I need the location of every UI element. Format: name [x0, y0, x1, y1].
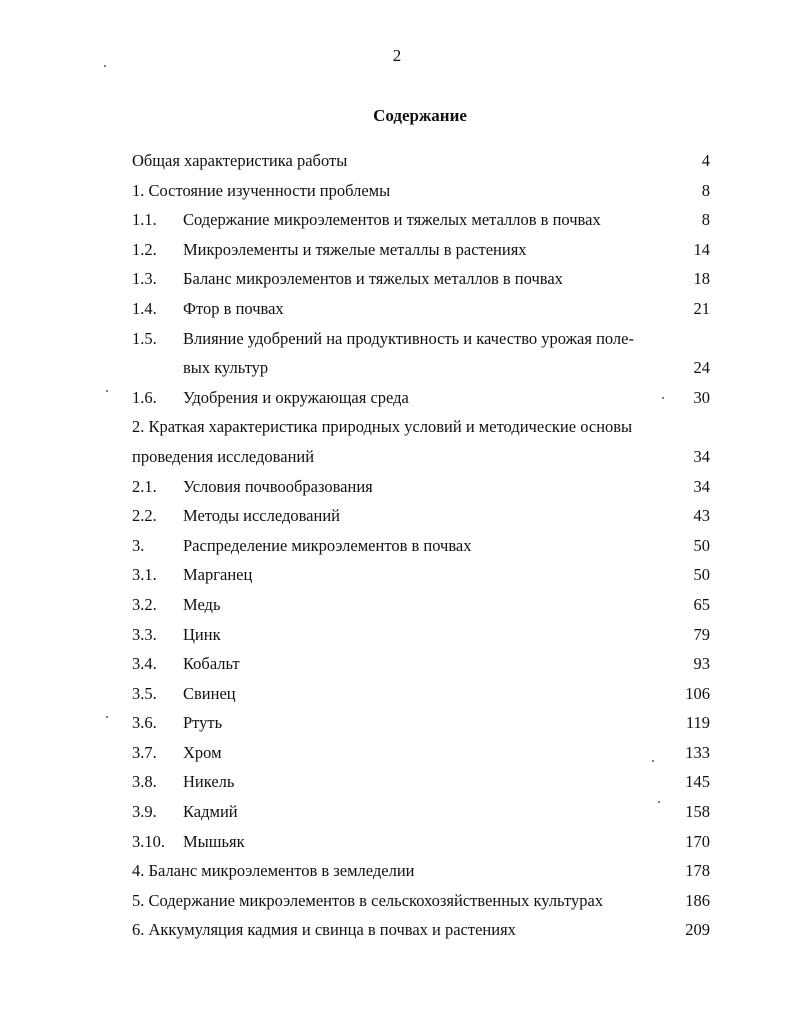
toc-entry-number: 3.1.	[132, 565, 157, 585]
toc-entry-page: 65	[693, 594, 710, 614]
scan-speck	[658, 801, 660, 803]
toc-entry-title: проведения исследований	[132, 446, 315, 466]
scan-speck	[106, 390, 108, 392]
scan-speck	[106, 716, 108, 718]
toc-entry-title: Распределение микроэлементов в почвах	[183, 535, 472, 555]
toc-entry-number: 1.3.	[132, 269, 157, 289]
toc-entry-number: 2.1.	[132, 476, 157, 496]
toc-entry	[132, 146, 710, 176]
toc-entry-number: 1.2.	[132, 239, 157, 259]
toc-entry-title: Баланс микроэлементов и тяжелых металлов в почвах	[183, 269, 563, 289]
toc-entry	[132, 472, 710, 502]
toc-entry	[132, 560, 710, 590]
toc-entry-title: Свинец	[183, 683, 236, 703]
toc-entry-number: 3.8.	[132, 772, 157, 792]
toc-entry-number: 3.5.	[132, 683, 157, 703]
toc-entry-title: Марганец	[183, 565, 253, 585]
toc-entry	[132, 264, 710, 294]
toc-entry-title: Микроэлементы и тяжелые металлы в растениях	[183, 239, 527, 259]
toc-entry-page: 14	[693, 239, 710, 259]
toc-entry	[132, 620, 710, 650]
toc-entry-title: Цинк	[183, 624, 221, 644]
toc-entry-title: 2. Краткая характеристика природных условий и методические основы	[132, 417, 633, 437]
toc-entry-page: 34	[693, 446, 710, 466]
toc-entry-page: 178	[685, 861, 710, 881]
toc-entry-number: 3.4.	[132, 654, 157, 674]
toc-entry	[132, 501, 710, 531]
toc-entry-number: 1.6.	[132, 387, 157, 407]
toc-entry-page: 18	[693, 269, 710, 289]
toc-entry	[132, 886, 710, 916]
toc-entry-title: Удобрения и окружающая среда	[183, 387, 409, 407]
toc-entry	[132, 856, 710, 886]
scan-speck	[652, 760, 654, 762]
toc-entry	[132, 797, 710, 827]
toc-entry-number: 3.7.	[132, 742, 157, 762]
toc-entry	[132, 649, 710, 679]
toc-entry-title: Условия почвообразования	[183, 476, 373, 496]
toc-entry-page: 79	[693, 624, 710, 644]
toc-entry-title: 6. Аккумуляция кадмия и свинца в почвах и растениях	[132, 920, 516, 940]
toc-entry-number: 3.10.	[132, 831, 165, 851]
toc-entry-page: 50	[693, 535, 710, 555]
toc-entry-page: 43	[693, 506, 710, 526]
toc-entry-number: 3.	[132, 535, 145, 555]
toc-entry-page: 186	[685, 890, 710, 910]
toc-entry-number: 1.4.	[132, 298, 157, 318]
toc-entry-page: 133	[685, 742, 710, 762]
toc-entry-title: Влияние удобрений на продуктивность и качество урожая поле-	[183, 328, 634, 348]
toc-entry	[132, 205, 710, 235]
toc-entry	[132, 353, 710, 383]
page-title: Содержание	[373, 106, 467, 125]
toc-entry-title: 5. Содержание микроэлементов в сельскохозяйственных культурах	[132, 890, 604, 910]
toc-entry-title: Мышьяк	[183, 831, 245, 851]
toc-entry-page: 34	[693, 476, 710, 496]
toc-entry	[132, 590, 710, 620]
toc-entry-page: 21	[693, 298, 710, 318]
toc-entry	[132, 827, 710, 857]
toc-entry-title: Медь	[183, 594, 221, 614]
toc-entry-page: 8	[701, 210, 710, 230]
toc-entry-number: 3.6.	[132, 713, 157, 733]
toc-entry-number: 3.3.	[132, 624, 157, 644]
toc-entry-title: Общая характеристика работы	[132, 151, 348, 170]
toc-entry-title: Кадмий	[183, 802, 238, 822]
toc-entry-page: 119	[685, 713, 710, 733]
toc-entry	[132, 235, 710, 265]
toc-entry	[132, 442, 710, 472]
table-of-contents	[132, 146, 710, 945]
toc-entry-page: 93	[693, 654, 710, 674]
toc-entry-page: 106	[685, 683, 710, 703]
scan-speck	[662, 397, 664, 399]
toc-entry-title: 4. Баланс микроэлементов в земледелии	[132, 861, 415, 881]
toc-entry-page: 170	[685, 831, 710, 851]
toc-entry-page: 8	[701, 180, 710, 200]
toc-entry	[132, 767, 710, 797]
toc-entry-title: Хром	[183, 742, 222, 762]
toc-entry	[132, 324, 710, 354]
toc-entry	[132, 738, 710, 768]
toc-entry	[132, 176, 710, 206]
toc-entry	[132, 412, 710, 442]
toc-entry-title: Содержание микроэлементов и тяжелых металлов в почвах	[183, 210, 601, 230]
toc-entry-page: 145	[685, 772, 710, 792]
toc-entry-number: 1.1.	[132, 210, 157, 230]
toc-entry-title: Методы исследований	[183, 506, 340, 526]
toc-entry	[132, 383, 710, 413]
toc-entry-title: Никель	[183, 772, 235, 792]
toc-entry-title: Ртуть	[183, 713, 223, 733]
toc-entry	[132, 531, 710, 561]
toc-entry-number: 3.2.	[132, 594, 157, 614]
toc-entry-title: вых культур	[183, 358, 269, 378]
toc-entry-number: 1.5.	[132, 328, 157, 348]
page-number: 2	[392, 46, 402, 65]
toc-entry-number: 2.2.	[132, 506, 157, 526]
toc-entry	[132, 708, 710, 738]
scan-speck	[104, 65, 106, 67]
toc-entry-page: 209	[685, 920, 710, 940]
toc-entry-page: 50	[693, 565, 710, 585]
toc-entry-title: 1. Состояние изученности проблемы	[132, 180, 391, 200]
toc-entry-title: Фтор в почвах	[183, 298, 284, 318]
toc-entry	[132, 679, 710, 709]
toc-entry-number: 3.9.	[132, 802, 157, 822]
toc-entry-title: Кобальт	[183, 654, 240, 674]
toc-entry	[132, 294, 710, 324]
toc-entry-page: 24	[693, 358, 710, 378]
toc-entry-page: 158	[685, 802, 710, 822]
toc-entry-page: 4	[701, 151, 710, 170]
toc-entry	[132, 915, 710, 945]
toc-entry-page: 30	[693, 387, 710, 407]
